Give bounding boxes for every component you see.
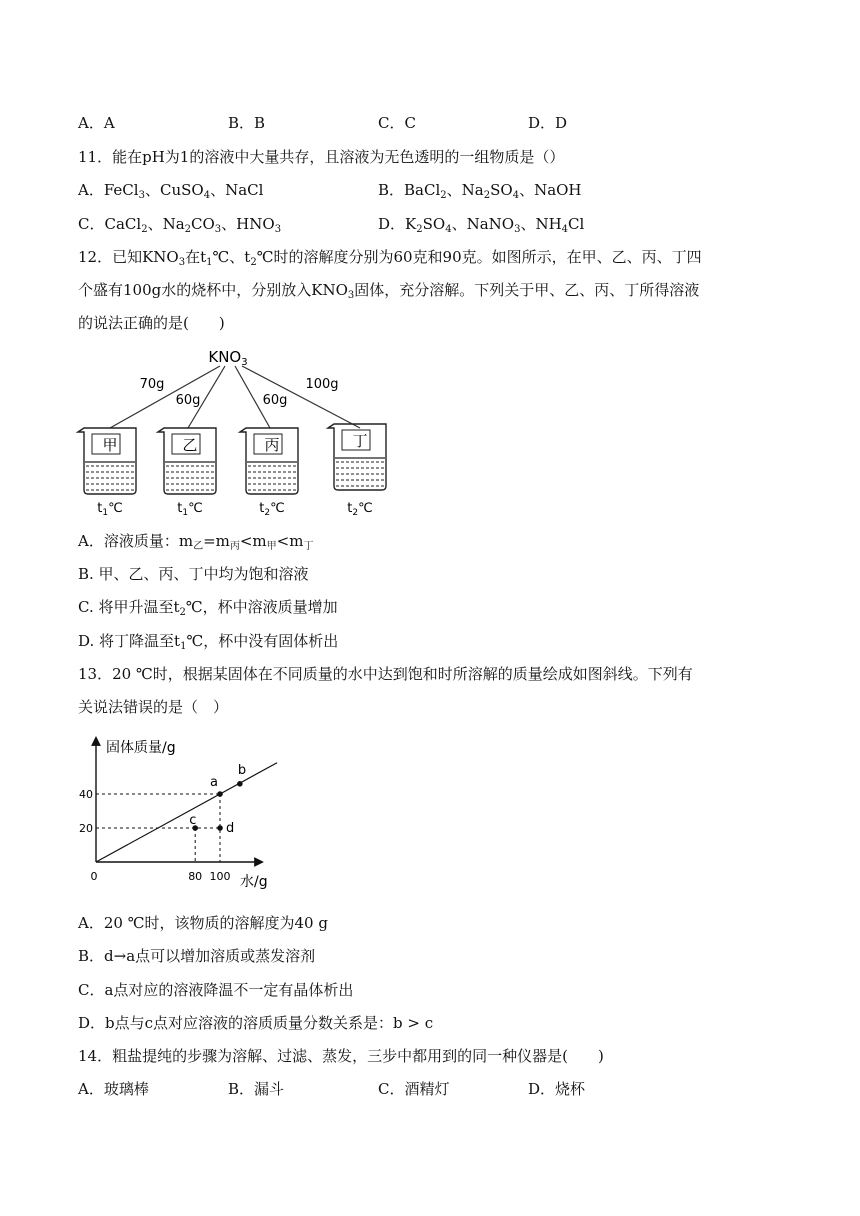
- q13-point-a: [217, 791, 223, 797]
- q13-option-d: D．b点与c点对应溶液的溶质质量分数关系是：b > c: [78, 1014, 434, 1032]
- q13-point-label-d: d: [226, 821, 235, 836]
- q13-xtick-100: 100: [209, 870, 231, 883]
- q12-beaker-label-ding: 丁: [352, 432, 368, 450]
- q12-kno3-label: $KNO_3$: [208, 348, 248, 368]
- q14-option-c: C．酒精灯: [378, 1080, 450, 1098]
- q11-option-d: D．$K_2SO_4$、NaNO$_3$、$NH_4Cl$: [378, 215, 585, 235]
- q13-ytick-40: 40: [79, 788, 93, 801]
- q13-xtick-80: 80: [188, 870, 203, 883]
- q13-origin-label: 0: [90, 870, 98, 883]
- q11-option-a: A．FeCl$_3$、CuSO$_4$、NaCl: [78, 181, 264, 201]
- q12-temp-bing: $t_2℃$: [259, 501, 285, 518]
- q13-point-b: [237, 781, 243, 787]
- q10-option-a: A．A: [78, 114, 115, 132]
- q10-option-c: C．C: [378, 114, 416, 132]
- q11-stem: 11．能在pH为1的溶液中大量共存，且溶液为无色透明的一组物质是（）: [78, 148, 565, 166]
- q14-option-b: B．漏斗: [228, 1080, 285, 1098]
- q12-stem-line3: 的说法正确的是( ): [78, 314, 225, 332]
- q13-saturation-line: [96, 763, 277, 862]
- q12-stem-line1: 12．已知$KNO_3$在$t_1℃$、$t_2℃$时的溶解度分别为60克和90克。如图所示，在甲、乙、丙、丁四: [78, 248, 702, 268]
- q13-stem-line2: 关说法错误的是（ ）: [78, 698, 229, 716]
- q13-point-label-a: a: [210, 775, 218, 790]
- q12-beaker-figure: [70, 340, 410, 520]
- q14-option-d: D．烧杯: [528, 1080, 586, 1098]
- q12-line-jia: [110, 366, 220, 428]
- q12-line-ding: [242, 366, 360, 428]
- q12-option-b: B. 甲、乙、丙、丁中均为饱和溶液: [78, 565, 309, 583]
- q13-point-label-b: b: [237, 762, 247, 778]
- q12-mass-jia: 70g: [139, 377, 165, 392]
- q12-beaker-label-yi: 乙: [182, 436, 198, 454]
- q12-stem-line2: 个盛有100g水的烧杯中，分别放入$KNO_3$固体，充分溶解。下列关于甲、乙、丙、丁所得溶液: [78, 281, 700, 301]
- q13-solubility-chart: [74, 730, 294, 895]
- q13-xlabel: 水/g: [240, 874, 268, 890]
- q12-option-a: A．溶液质量：$m_乙=m_丙<m_甲<m_丁$: [78, 532, 314, 552]
- q12-mass-yi: 60g: [175, 393, 201, 408]
- q14-stem: 14．粗盐提纯的步骤为溶解、过滤、蒸发，三步中都用到的同一种仪器是( ): [78, 1047, 604, 1065]
- q13-point-d: [217, 825, 223, 831]
- q12-temp-ding: $t_2℃$: [347, 501, 373, 518]
- q11-option-b: B．BaCl$_2$、$Na_2SO_4$、NaOH: [378, 181, 582, 201]
- q12-beaker-label-jia: 甲: [102, 436, 118, 454]
- q12-beaker-label-bing: 丙: [264, 436, 280, 454]
- q13-option-a: A．20 ℃时，该物质的溶解度为40 g: [78, 914, 328, 932]
- q12-temp-yi: $t_1℃$: [177, 501, 203, 518]
- q13-ytick-20: 20: [79, 822, 93, 835]
- q13-option-c: C．a点对应的溶液降温不一定有晶体析出: [78, 981, 354, 999]
- q13-option-b: B．d→a点可以增加溶质或蒸发溶剂: [78, 947, 316, 965]
- q13-ylabel: 固体质量/g: [106, 740, 176, 756]
- q12-option-c: C. 将甲升温至$t_2℃$，杯中溶液质量增加: [78, 598, 338, 618]
- q14-option-a: A．玻璃棒: [78, 1080, 149, 1098]
- q12-mass-bing: 60g: [262, 393, 288, 408]
- q12-option-d: D. 将丁降温至$t_1℃$，杯中没有固体析出: [78, 632, 339, 652]
- q10-option-b: B．B: [228, 114, 266, 132]
- q13-stem-line1: 13．20 ℃时，根据某固体在不同质量的水中达到饱和时所溶解的质量绘成如图斜线。下列有: [78, 665, 693, 683]
- q12-mass-ding: 100g: [305, 377, 339, 392]
- q10-option-d: D．D: [528, 114, 568, 132]
- q13-point-label-c: c: [189, 813, 197, 828]
- q12-temp-jia: $t_1℃$: [97, 501, 123, 518]
- q11-option-c: C．CaCl$_2$、$Na_2CO_3$、$HNO_3$: [78, 215, 282, 235]
